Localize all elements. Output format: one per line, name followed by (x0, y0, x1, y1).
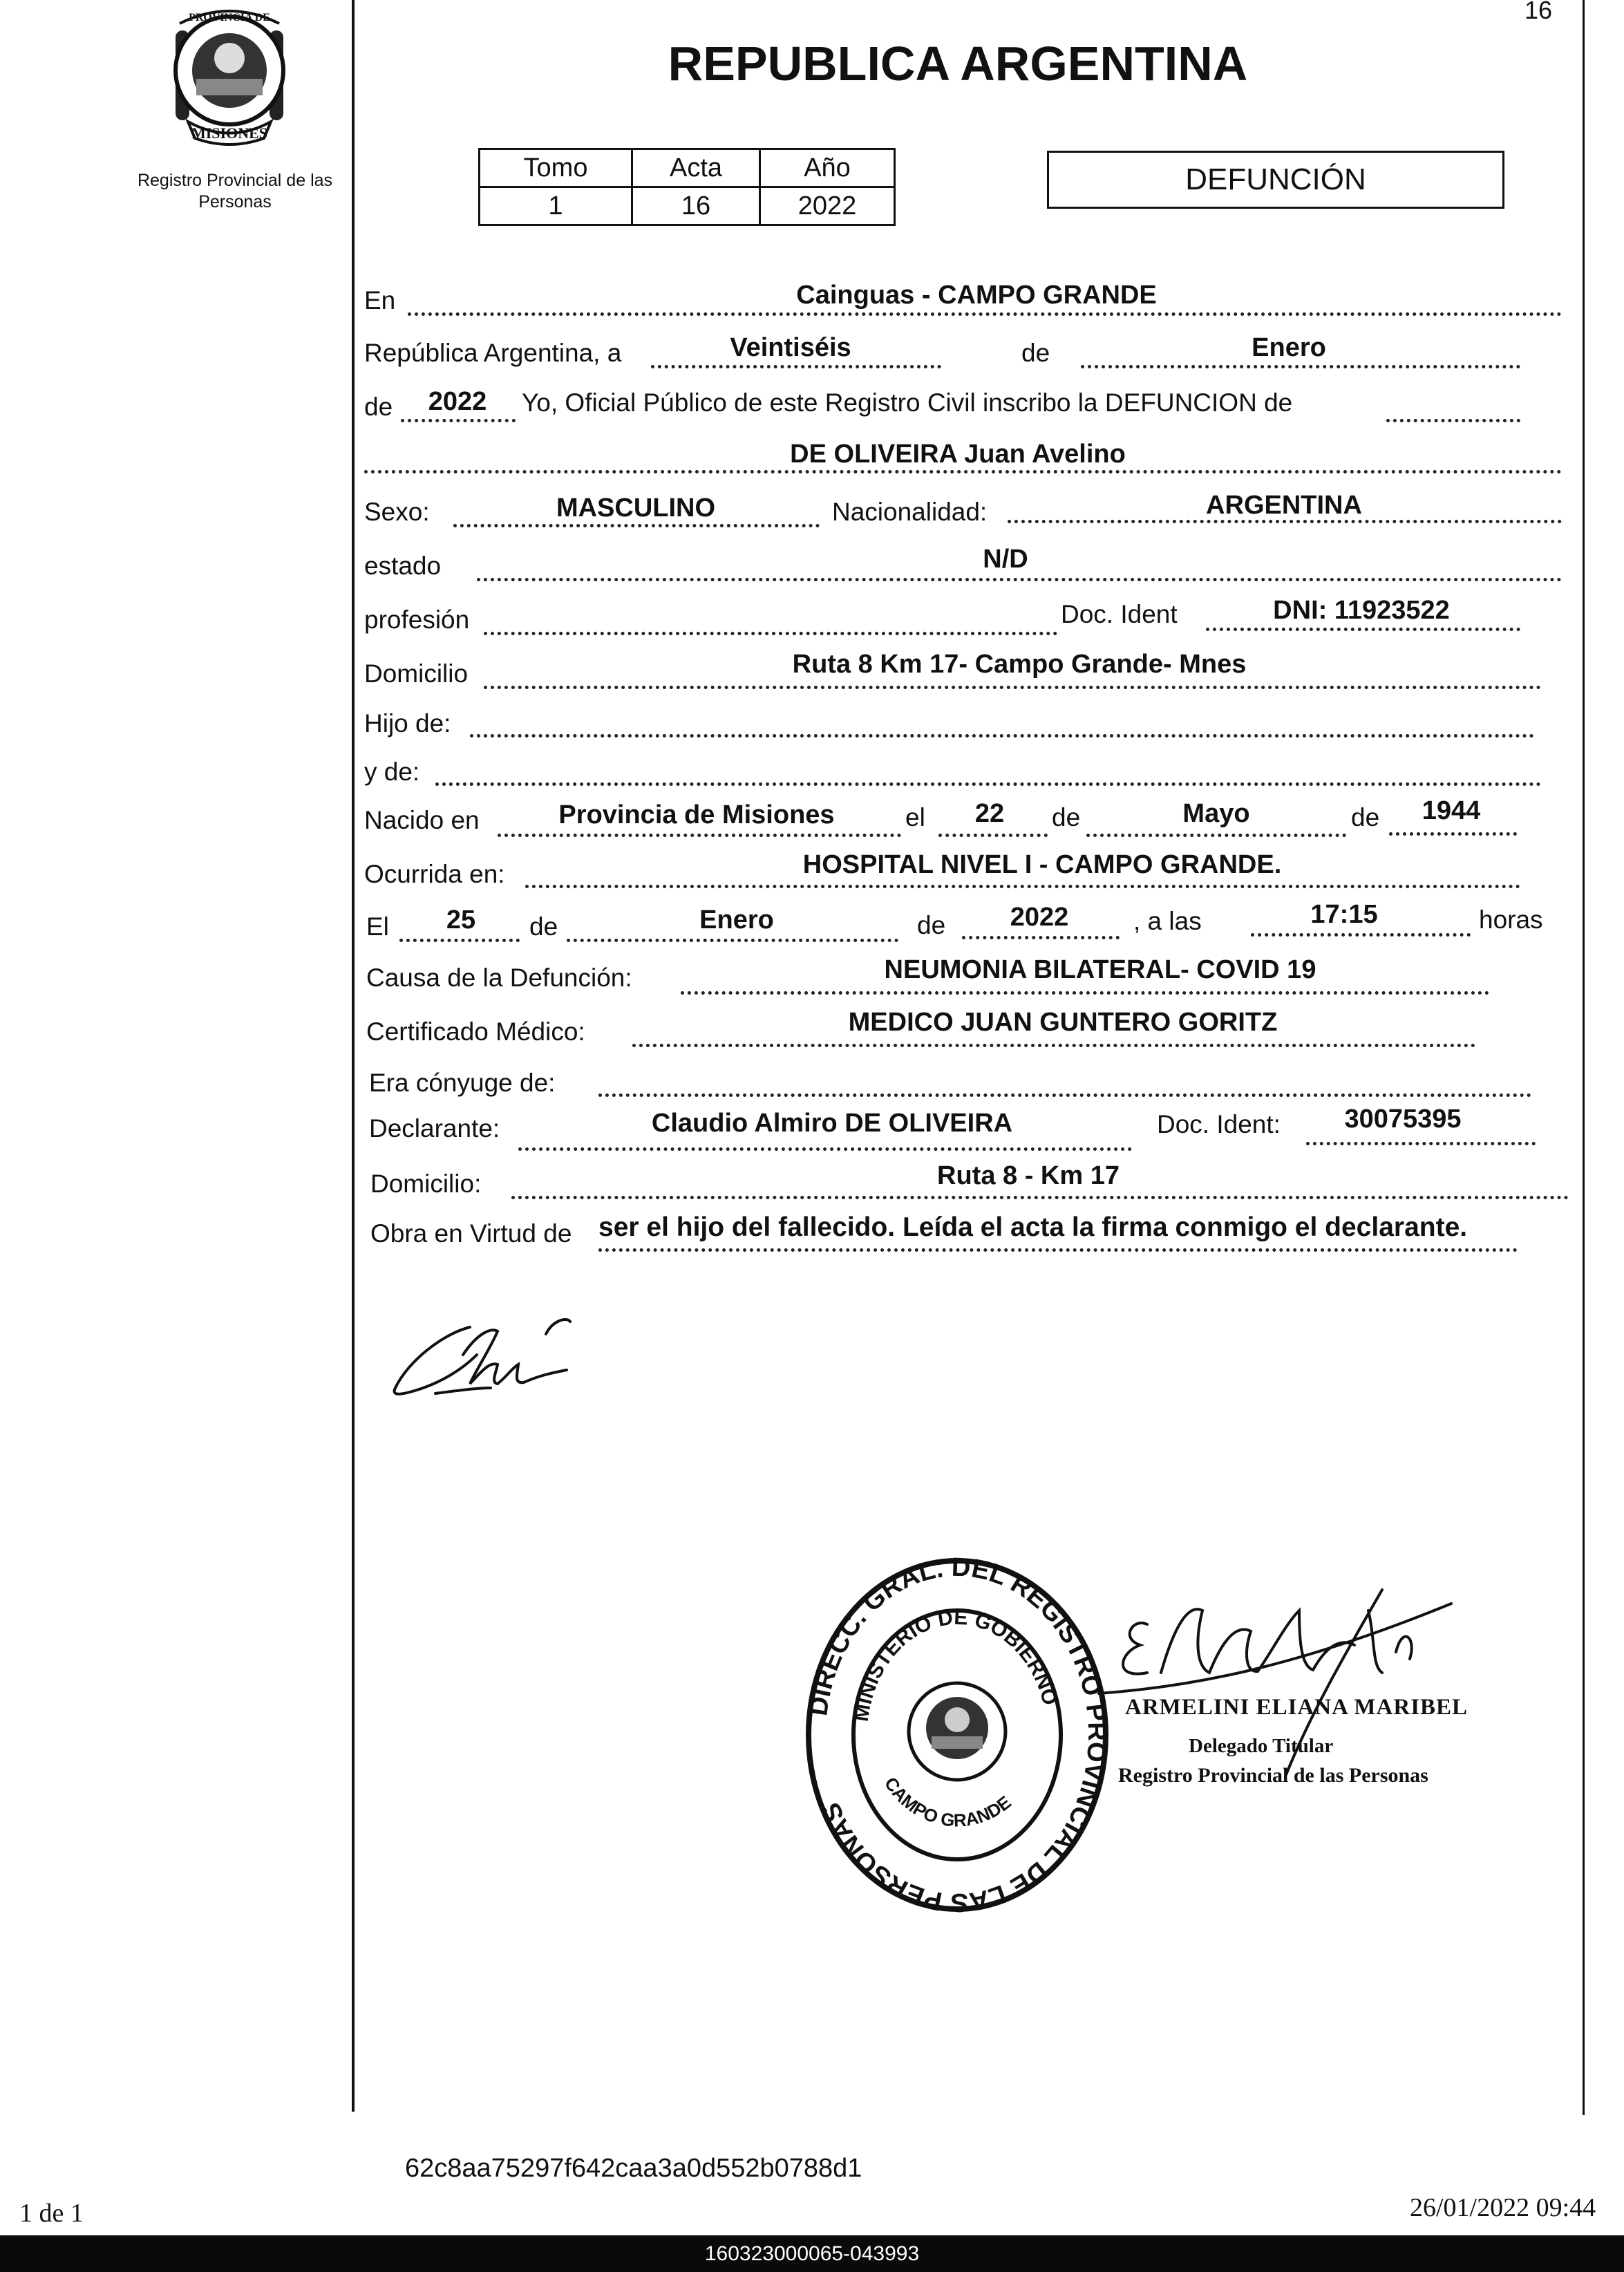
dotline (364, 470, 1562, 473)
dotline (498, 834, 901, 837)
document-type: DEFUNCIÓN (1047, 151, 1504, 209)
label-de-def-anio: de (917, 911, 946, 939)
label-nacionalidad: Nacionalidad: (832, 498, 988, 526)
value-certificado: MEDICO JUAN GUNTERO GORITZ (848, 1008, 1278, 1037)
dotline (1306, 1142, 1536, 1145)
dotline (408, 312, 1562, 316)
label-yo: Yo, Oficial Público de este Registro Civil inscribo la DEFUNCION de (522, 388, 1293, 417)
value-declarante: Claudio Almiro DE OLIVEIRA (651, 1109, 1013, 1138)
value-mes: Enero (1252, 333, 1326, 362)
value-acta: 16 (632, 187, 760, 225)
value-anio: 2022 (760, 187, 895, 225)
misiones-emblem (160, 3, 299, 148)
page-count: 1 de 1 (19, 2199, 84, 2228)
dotline (962, 936, 1120, 939)
value-nacido-en: Provincia de Misiones (558, 800, 835, 829)
dotline (632, 1044, 1475, 1047)
value-def-anio: 2022 (1010, 903, 1069, 932)
dotline (1086, 834, 1346, 837)
label-nacido-en: Nacido en (364, 806, 480, 834)
official-office: Registro Provincial de las Personas (1118, 1764, 1428, 1787)
label-y-de: y de: (364, 758, 420, 786)
stamp-bottom-text: CAMPO GRANDE (880, 1773, 1015, 1831)
label-doc-ident-declarante: Doc. Ident: (1157, 1110, 1281, 1138)
official-name: ARMELINI ELIANA MARIBEL (1125, 1695, 1469, 1720)
label-certificado: Certificado Médico: (366, 1017, 585, 1046)
declarant-signature (387, 1306, 650, 1410)
dotline (401, 419, 516, 422)
dotline (518, 1147, 1132, 1151)
registry-name: Registro Provincial de las Personas (137, 171, 333, 212)
dotline (435, 782, 1541, 786)
dotline (1206, 628, 1520, 631)
label-domicilio-declarante: Domicilio: (370, 1170, 482, 1198)
dotline (484, 686, 1541, 689)
label-estado: estado (364, 552, 442, 580)
label-sexo: Sexo: (364, 498, 430, 526)
value-obra-texto: ser el hijo del fallecido. Leída el acta la firma conmigo el declarante. (598, 1212, 1468, 1242)
value-declarante-doc: 30075395 (1344, 1105, 1462, 1134)
official-role: Delegado Titular (1189, 1735, 1334, 1757)
label-de-nac-anio: de (1351, 803, 1380, 832)
dotline (399, 939, 520, 942)
dotline (484, 632, 1057, 635)
label-de: de (1021, 339, 1050, 367)
dotline (1251, 933, 1471, 937)
label-de-nac-mes: de (1052, 803, 1081, 832)
label-domicilio: Domicilio (364, 659, 469, 688)
value-domicilio: Ruta 8 Km 17- Campo Grande- Mnes (792, 650, 1247, 679)
value-anio-reg: 2022 (428, 387, 487, 416)
value-hora: 17:15 (1310, 900, 1378, 929)
page-number: 16 (1524, 0, 1553, 24)
record-table (478, 148, 896, 226)
label-conyuge: Era cónyuge de: (369, 1069, 556, 1097)
dotline (1386, 419, 1520, 422)
dotline (938, 834, 1048, 837)
value-tomo: 1 (480, 187, 632, 225)
label-doc-ident: Doc. Ident (1061, 600, 1178, 628)
label-de-def-mes: de (529, 912, 558, 941)
label-ocurrida-en: Ocurrida en: (364, 860, 505, 888)
value-nac-anio: 1944 (1422, 796, 1481, 825)
stamp-inner-text: MINISTERIO DE GOBIERNO (849, 1606, 1062, 1723)
label-obra: Obra en Virtud de (370, 1219, 572, 1248)
value-nac-mes: Mayo (1182, 799, 1250, 828)
header-acta: Acta (632, 149, 760, 187)
value-nacionalidad: ARGENTINA (1206, 491, 1362, 520)
document-hash: 62c8aa75297f642caa3a0d552b0788d1 (405, 2154, 862, 2183)
dotline (681, 991, 1489, 995)
right-border (1583, 0, 1585, 2115)
stamp-outer-text: DIRECC. GRAL. DEL REGISTRO PROVINCIAL DE LAS PERSONAS (804, 1555, 1112, 1915)
dotline (477, 578, 1562, 581)
value-estado: N/D (983, 545, 1028, 574)
value-nombre: DE OLIVEIRA Juan Avelino (790, 440, 1126, 469)
value-def-dia: 25 (446, 905, 476, 935)
left-border (352, 0, 355, 2112)
label-a-las: , a las (1133, 907, 1202, 935)
label-de-anio: de (364, 393, 393, 421)
value-causa: NEUMONIA BILATERAL- COVID 19 (884, 955, 1316, 984)
value-doc: DNI: 11923522 (1273, 596, 1450, 625)
value-def-mes: Enero (699, 905, 774, 935)
dotline (598, 1248, 1518, 1252)
dotline (1389, 832, 1517, 836)
label-el-def: El (366, 912, 389, 941)
value-ocurrida-en: HOSPITAL NIVEL I - CAMPO GRANDE. (802, 850, 1282, 879)
label-republica: República Argentina, a (364, 339, 622, 367)
label-horas: horas (1479, 905, 1543, 934)
dotline (567, 939, 898, 942)
header-anio: Año (760, 149, 895, 187)
label-profesion: profesión (364, 605, 470, 634)
dotline (1081, 365, 1520, 368)
label-en: En (364, 286, 396, 314)
page-title: REPUBLICA ARGENTINA (668, 37, 1248, 91)
official-stamp (802, 1555, 1113, 1915)
dotline (453, 524, 820, 527)
value-declarante-domicilio: Ruta 8 - Km 17 (937, 1161, 1120, 1190)
barcode-bar: 160323000065-043993 (0, 2235, 1624, 2272)
dotline (525, 885, 1520, 888)
dotline (511, 1196, 1569, 1199)
label-el: el (905, 803, 925, 832)
value-nac-dia: 22 (974, 799, 1005, 828)
value-lugar: Cainguas - CAMPO GRANDE (796, 281, 1157, 310)
dotline (598, 1093, 1531, 1097)
value-dia-letras: Veintiséis (730, 333, 851, 362)
header-tomo: Tomo (480, 149, 632, 187)
label-declarante: Declarante: (369, 1114, 500, 1143)
dotline (651, 365, 941, 368)
dotline (470, 734, 1534, 738)
label-hijo-de: Hijo de: (364, 709, 451, 738)
value-sexo: MASCULINO (556, 494, 716, 523)
print-datetime: 26/01/2022 09:44 (1410, 2193, 1596, 2222)
emblem-top-text: PROVINCIA DE (189, 12, 270, 24)
label-causa: Causa de la Defunción: (366, 964, 632, 992)
emblem-bottom-text: MISIONES (191, 124, 268, 142)
